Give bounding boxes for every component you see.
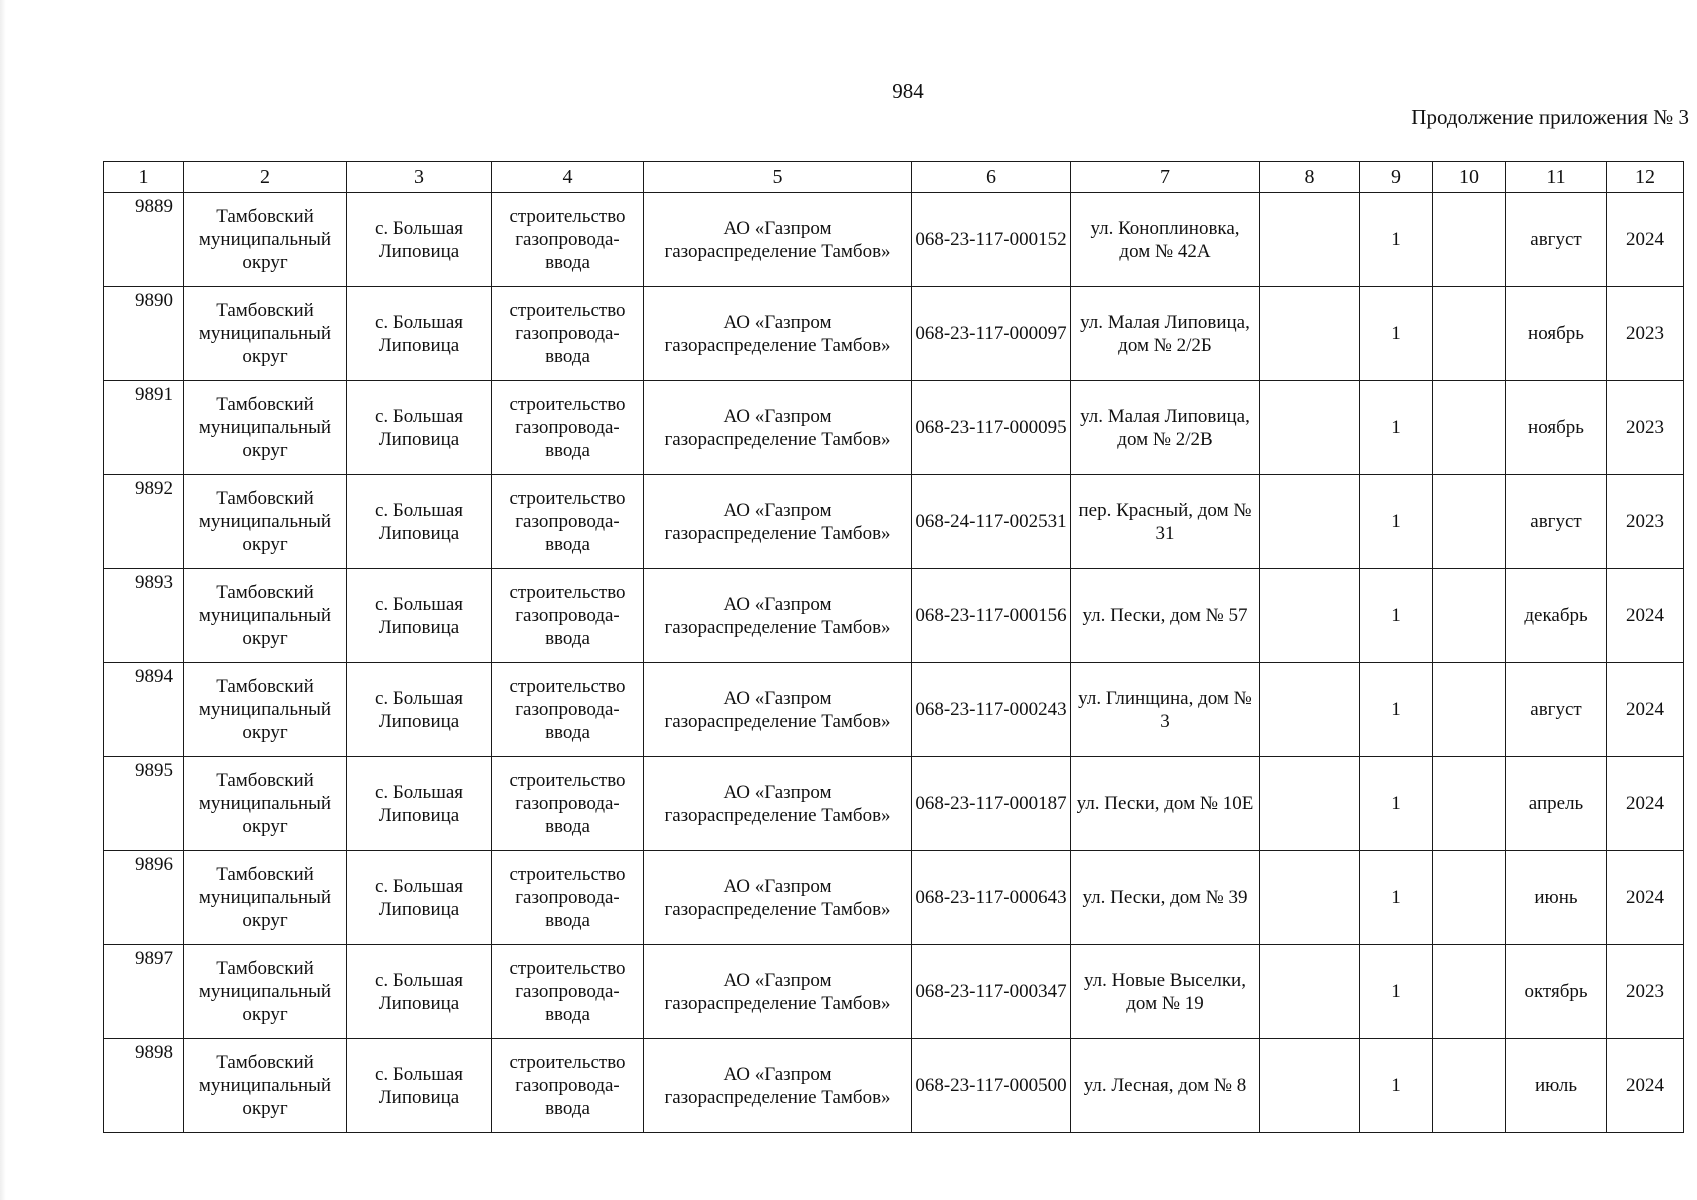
district-cell: Тамбовский муниципальный округ — [184, 569, 347, 663]
address-cell: ул. Малая Липовица, дом № 2/2В — [1071, 381, 1260, 475]
column-10-cell — [1433, 757, 1506, 851]
table-row — [104, 569, 1684, 663]
code-cell: 068-23-117-000243 — [912, 663, 1071, 757]
organization-cell: АО «Газпром газораспределение Тамбов» — [644, 287, 912, 381]
quantity-cell: 1 — [1360, 851, 1433, 945]
column-10-cell — [1433, 193, 1506, 287]
table-row — [104, 757, 1684, 851]
column-10-cell — [1433, 381, 1506, 475]
quantity-cell: 1 — [1360, 287, 1433, 381]
column-header: 11 — [1506, 162, 1607, 193]
code-cell: 068-23-117-000500 — [912, 1039, 1071, 1133]
settlement-cell: с. Большая Липовица — [347, 757, 492, 851]
year-cell: 2024 — [1607, 193, 1684, 287]
code-cell: 068-23-117-000187 — [912, 757, 1071, 851]
column-header: 6 — [912, 162, 1071, 193]
column-8-cell — [1260, 663, 1360, 757]
row-number: 9889 — [104, 193, 184, 287]
month-cell: декабрь — [1506, 569, 1607, 663]
table-row — [104, 1039, 1684, 1133]
row-number: 9898 — [104, 1039, 184, 1133]
code-cell: 068-23-117-000097 — [912, 287, 1071, 381]
code-cell: 068-23-117-000095 — [912, 381, 1071, 475]
year-cell: 2024 — [1607, 663, 1684, 757]
code-cell: 068-23-117-000643 — [912, 851, 1071, 945]
column-header: 7 — [1071, 162, 1260, 193]
quantity-cell: 1 — [1360, 381, 1433, 475]
column-8-cell — [1260, 569, 1360, 663]
settlement-cell: с. Большая Липовица — [347, 1039, 492, 1133]
address-cell: ул. Новые Выселки, дом № 19 — [1071, 945, 1260, 1039]
year-cell: 2023 — [1607, 287, 1684, 381]
district-cell: Тамбовский муниципальный округ — [184, 381, 347, 475]
month-cell: июнь — [1506, 851, 1607, 945]
month-cell: ноябрь — [1506, 287, 1607, 381]
work-type-cell: строительство газопровода-ввода — [492, 381, 644, 475]
address-cell: ул. Лесная, дом № 8 — [1071, 1039, 1260, 1133]
column-header: 1 — [104, 162, 184, 193]
settlement-cell: с. Большая Липовица — [347, 381, 492, 475]
code-cell: 068-23-117-000347 — [912, 945, 1071, 1039]
column-header: 2 — [184, 162, 347, 193]
work-type-cell: строительство газопровода-ввода — [492, 945, 644, 1039]
table-row — [104, 945, 1684, 1039]
district-cell: Тамбовский муниципальный округ — [184, 851, 347, 945]
work-type-cell: строительство газопровода-ввода — [492, 663, 644, 757]
row-number: 9896 — [104, 851, 184, 945]
month-cell: август — [1506, 475, 1607, 569]
row-number: 9895 — [104, 757, 184, 851]
column-header: 5 — [644, 162, 912, 193]
column-8-cell — [1260, 193, 1360, 287]
organization-cell: АО «Газпром газораспределение Тамбов» — [644, 945, 912, 1039]
column-header: 8 — [1260, 162, 1360, 193]
column-10-cell — [1433, 475, 1506, 569]
organization-cell: АО «Газпром газораспределение Тамбов» — [644, 1039, 912, 1133]
column-header: 4 — [492, 162, 644, 193]
district-cell: Тамбовский муниципальный округ — [184, 193, 347, 287]
district-cell: Тамбовский муниципальный округ — [184, 663, 347, 757]
address-cell: ул. Коноплиновка, дом № 42А — [1071, 193, 1260, 287]
work-type-cell: строительство газопровода-ввода — [492, 757, 644, 851]
address-cell: ул. Глинщина, дом № 3 — [1071, 663, 1260, 757]
year-cell: 2023 — [1607, 475, 1684, 569]
row-number: 9892 — [104, 475, 184, 569]
address-cell: ул. Пески, дом № 39 — [1071, 851, 1260, 945]
address-cell: пер. Красный, дом № 31 — [1071, 475, 1260, 569]
code-cell: 068-24-117-002531 — [912, 475, 1071, 569]
month-cell: октябрь — [1506, 945, 1607, 1039]
quantity-cell: 1 — [1360, 569, 1433, 663]
table-row — [104, 287, 1684, 381]
quantity-cell: 1 — [1360, 945, 1433, 1039]
quantity-cell: 1 — [1360, 1039, 1433, 1133]
scan-edge — [0, 0, 6, 1200]
organization-cell: АО «Газпром газораспределение Тамбов» — [644, 757, 912, 851]
settlement-cell: с. Большая Липовица — [347, 569, 492, 663]
table-row — [104, 381, 1684, 475]
district-cell: Тамбовский муниципальный округ — [184, 475, 347, 569]
quantity-cell: 1 — [1360, 757, 1433, 851]
column-8-cell — [1260, 1039, 1360, 1133]
column-8-cell — [1260, 475, 1360, 569]
year-cell: 2024 — [1607, 1039, 1684, 1133]
page-number: 984 — [892, 79, 924, 103]
code-cell: 068-23-117-000156 — [912, 569, 1071, 663]
settlement-cell: с. Большая Липовица — [347, 193, 492, 287]
column-10-cell — [1433, 287, 1506, 381]
work-type-cell: строительство газопровода-ввода — [492, 193, 644, 287]
year-cell: 2023 — [1607, 381, 1684, 475]
settlement-cell: с. Большая Липовица — [347, 287, 492, 381]
table-row — [104, 193, 1684, 287]
table-row — [104, 475, 1684, 569]
month-cell: август — [1506, 193, 1607, 287]
column-8-cell — [1260, 757, 1360, 851]
district-cell: Тамбовский муниципальный округ — [184, 287, 347, 381]
month-cell: август — [1506, 663, 1607, 757]
column-8-cell — [1260, 945, 1360, 1039]
address-cell: ул. Пески, дом № 57 — [1071, 569, 1260, 663]
settlement-cell: с. Большая Липовица — [347, 851, 492, 945]
organization-cell: АО «Газпром газораспределение Тамбов» — [644, 475, 912, 569]
settlement-cell: с. Большая Липовица — [347, 475, 492, 569]
district-cell: Тамбовский муниципальный округ — [184, 757, 347, 851]
column-header: 9 — [1360, 162, 1433, 193]
work-type-cell: строительство газопровода-ввода — [492, 569, 644, 663]
column-header: 3 — [347, 162, 492, 193]
organization-cell: АО «Газпром газораспределение Тамбов» — [644, 663, 912, 757]
appendix-continuation-note: Продолжение приложения № 3 — [1411, 105, 1689, 129]
column-8-cell — [1260, 287, 1360, 381]
organization-cell: АО «Газпром газораспределение Тамбов» — [644, 381, 912, 475]
row-number: 9897 — [104, 945, 184, 1039]
work-type-cell: строительство газопровода-ввода — [492, 475, 644, 569]
address-cell: ул. Пески, дом № 10Е — [1071, 757, 1260, 851]
row-number: 9893 — [104, 569, 184, 663]
column-number-row — [104, 162, 1684, 193]
organization-cell: АО «Газпром газораспределение Тамбов» — [644, 851, 912, 945]
column-8-cell — [1260, 381, 1360, 475]
month-cell: ноябрь — [1506, 381, 1607, 475]
column-8-cell — [1260, 851, 1360, 945]
column-10-cell — [1433, 851, 1506, 945]
organization-cell: АО «Газпром газораспределение Тамбов» — [644, 569, 912, 663]
row-number: 9891 — [104, 381, 184, 475]
register-table — [103, 161, 1684, 1133]
address-cell: ул. Малая Липовица, дом № 2/2Б — [1071, 287, 1260, 381]
organization-cell: АО «Газпром газораспределение Тамбов» — [644, 193, 912, 287]
year-cell: 2023 — [1607, 945, 1684, 1039]
district-cell: Тамбовский муниципальный округ — [184, 1039, 347, 1133]
quantity-cell: 1 — [1360, 193, 1433, 287]
row-number: 9890 — [104, 287, 184, 381]
column-10-cell — [1433, 945, 1506, 1039]
month-cell: апрель — [1506, 757, 1607, 851]
column-10-cell — [1433, 1039, 1506, 1133]
quantity-cell: 1 — [1360, 475, 1433, 569]
work-type-cell: строительство газопровода-ввода — [492, 851, 644, 945]
column-header: 10 — [1433, 162, 1506, 193]
column-10-cell — [1433, 569, 1506, 663]
month-cell: июль — [1506, 1039, 1607, 1133]
settlement-cell: с. Большая Липовица — [347, 663, 492, 757]
district-cell: Тамбовский муниципальный округ — [184, 945, 347, 1039]
quantity-cell: 1 — [1360, 663, 1433, 757]
year-cell: 2024 — [1607, 851, 1684, 945]
year-cell: 2024 — [1607, 757, 1684, 851]
settlement-cell: с. Большая Липовица — [347, 945, 492, 1039]
table-row — [104, 851, 1684, 945]
table-row — [104, 663, 1684, 757]
column-10-cell — [1433, 663, 1506, 757]
year-cell: 2024 — [1607, 569, 1684, 663]
work-type-cell: строительство газопровода-ввода — [492, 287, 644, 381]
work-type-cell: строительство газопровода-ввода — [492, 1039, 644, 1133]
code-cell: 068-23-117-000152 — [912, 193, 1071, 287]
column-header: 12 — [1607, 162, 1684, 193]
row-number: 9894 — [104, 663, 184, 757]
